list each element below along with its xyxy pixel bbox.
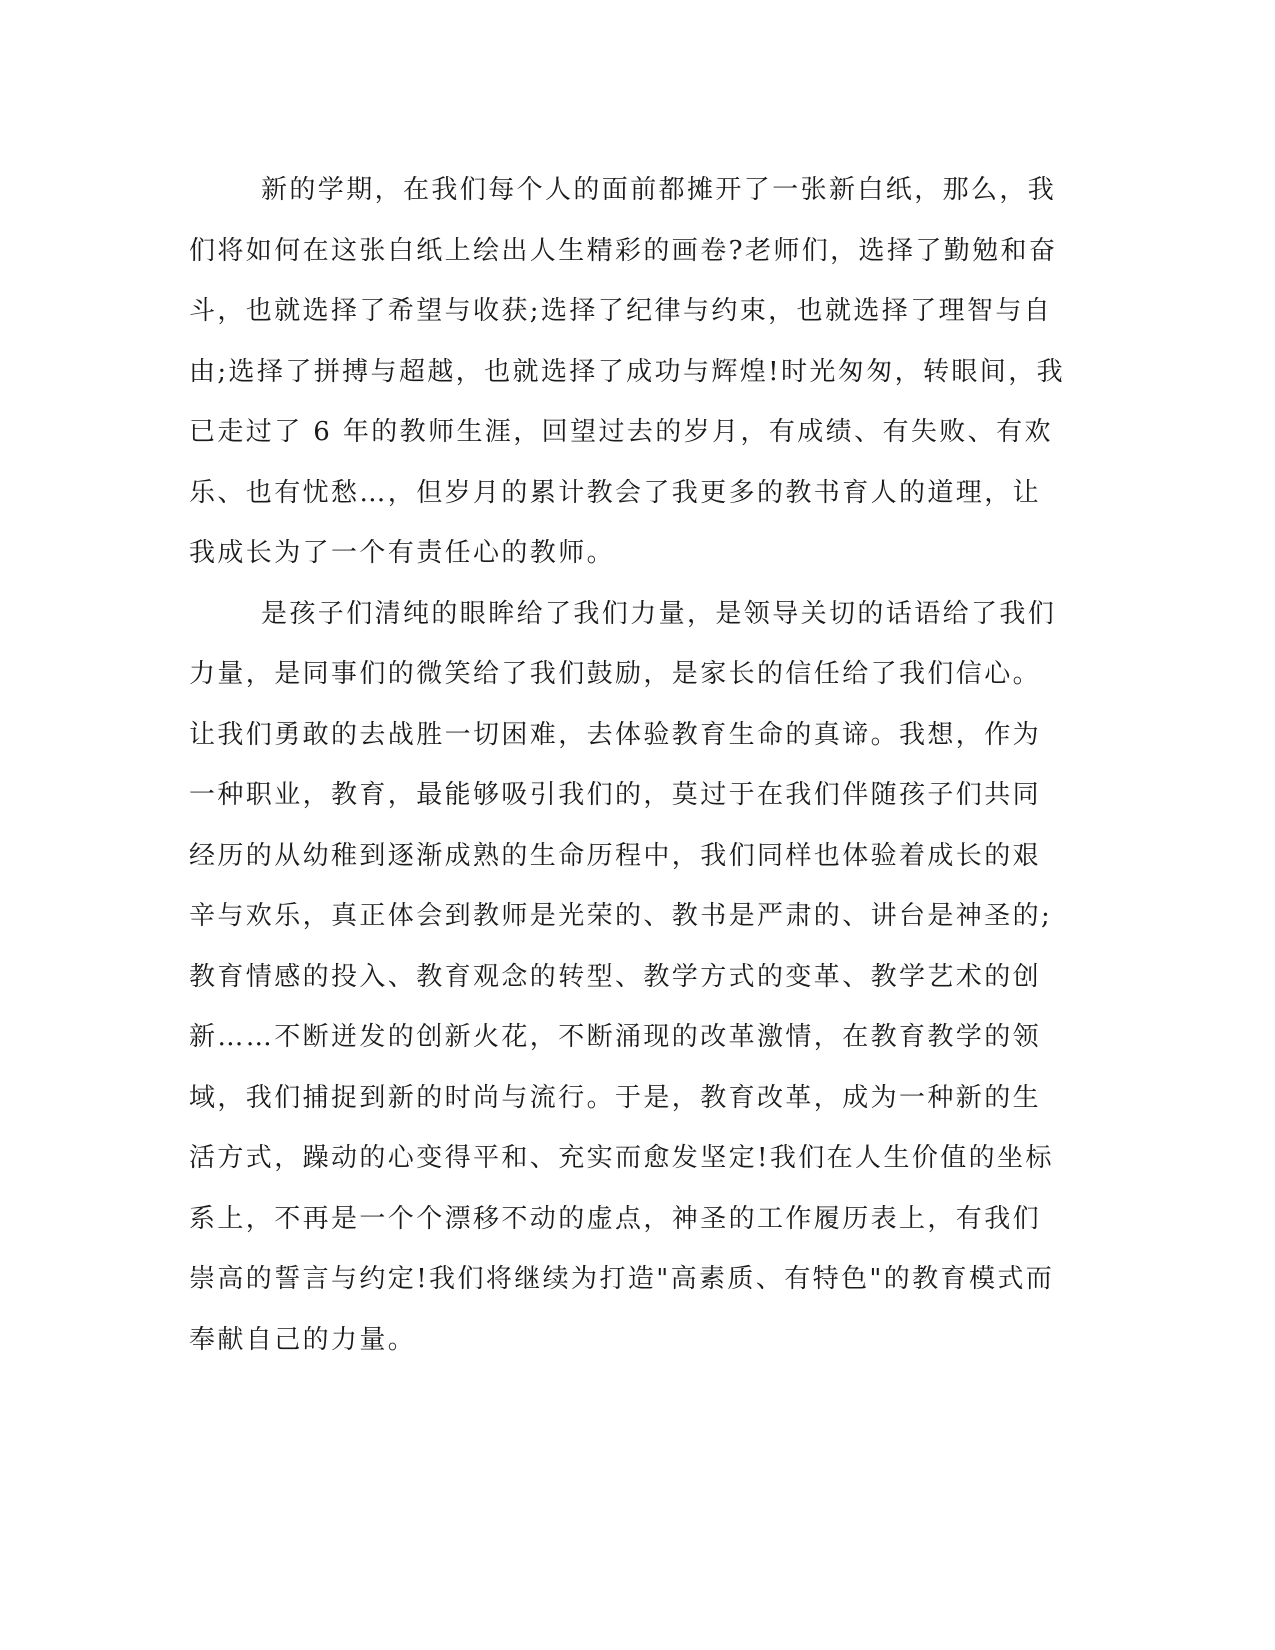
text-line: 我成长为了一个有责任心的教师。 bbox=[189, 538, 616, 568]
text-line: 经历的从幼稚到逐渐成熟的生命历程中，我们同样也体验着成长的艰 bbox=[189, 840, 1042, 871]
text-line: 们将如何在这张白纸上绘出人生精彩的画卷?老师们，选择了勤勉和奋 bbox=[189, 235, 1058, 266]
text-line: 崇高的誓言与约定!我们将继续为打造"高素质、有特色"的教育模式而 bbox=[189, 1264, 1055, 1294]
text-line: 辛与欢乐，真正体会到教师是光荣的、教书是严肃的、讲台是神圣的; bbox=[189, 901, 1053, 931]
text-line: 斗，也就选择了希望与收获;选择了纪律与约束，也就选择了理智与自 bbox=[189, 296, 1053, 326]
paragraph-1 bbox=[189, 160, 1089, 584]
text-line: 奉献自己的力量。 bbox=[189, 1324, 417, 1355]
text-line: 让我们勇敢的去战胜一切困难，去体验教育生命的真谛。我想，作为 bbox=[189, 719, 1042, 750]
text-line: 活方式，躁动的心变得平和、充实而愈发坚定!我们在人生价值的坐标 bbox=[189, 1143, 1054, 1173]
document-body bbox=[189, 160, 1089, 1370]
text-line: 域，我们捕捉到新的时尚与流行。于是，教育改革，成为一种新的生 bbox=[189, 1082, 1042, 1113]
text-line: 系上，不再是一个个漂移不动的虚点，神圣的工作履历表上，有我们 bbox=[189, 1203, 1042, 1234]
text-line: 由;选择了拼搏与超越，也就选择了成功与辉煌!时光匆匆，转眼间，我 bbox=[189, 356, 1066, 387]
text-line: 新的学期，在我们每个人的面前都摊开了一张新白纸，那么，我 bbox=[261, 175, 1057, 205]
text-line: 乐、也有忧愁…，但岁月的累计教会了我更多的教书育人的道理，让 bbox=[189, 477, 1042, 508]
text-line: 已走过了 6 年的教师生涯，回望过去的岁月，有成绩、有失败、有欢 bbox=[189, 417, 1053, 447]
text-line: 力量，是同事们的微笑给了我们鼓励，是家长的信任给了我们信心。 bbox=[189, 659, 1042, 689]
text-line: 一种职业，教育，最能够吸引我们的，莫过于在我们伴随孩子们共同 bbox=[189, 780, 1042, 810]
text-line: 是孩子们清纯的眼眸给了我们力量，是领导关切的话语给了我们 bbox=[261, 598, 1057, 629]
paragraph-2 bbox=[189, 584, 1089, 1371]
text-line: 新……不断迸发的创新火花，不断涌现的改革激情，在教育教学的领 bbox=[189, 1022, 1042, 1052]
text-line: 教育情感的投入、教育观念的转型、教学方式的变革、教学艺术的创 bbox=[189, 961, 1042, 992]
